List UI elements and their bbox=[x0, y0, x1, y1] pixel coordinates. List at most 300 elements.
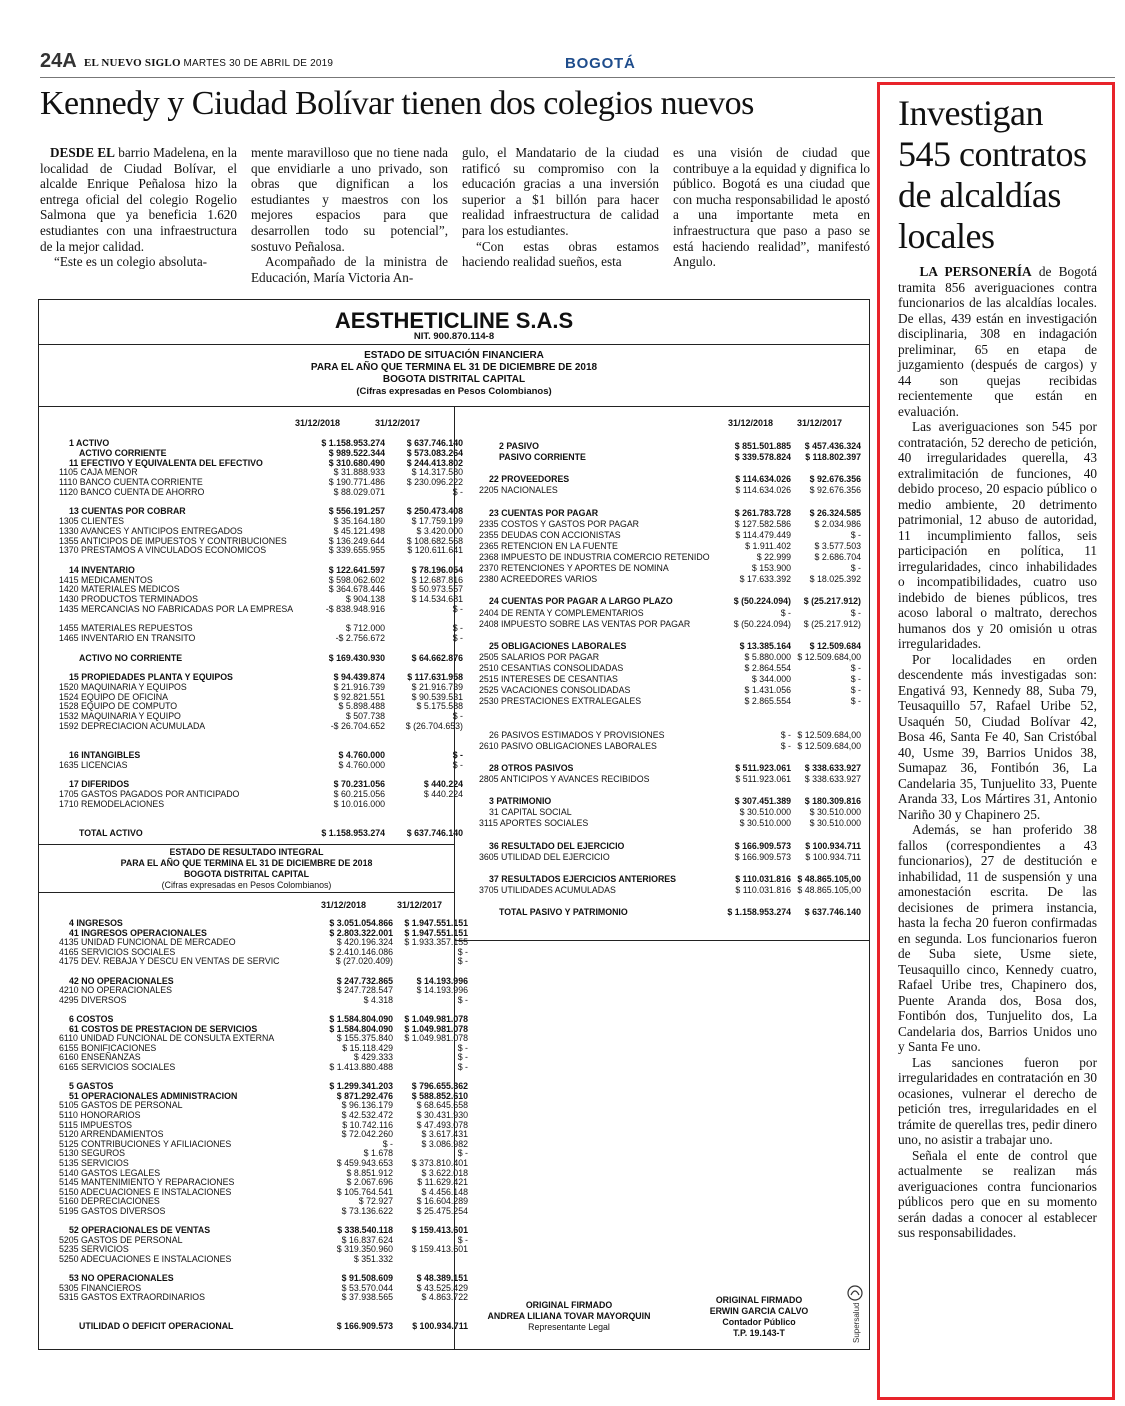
table-row bbox=[479, 774, 861, 785]
value-2018: -$ 26.704.652 bbox=[330, 720, 385, 731]
value-2018: $ 2.410.146.086 bbox=[329, 946, 393, 957]
account-label: 5150 ADECUACIONES E INSTALACIONES bbox=[59, 1186, 232, 1197]
value-2018: $ 307.451.389 bbox=[734, 796, 791, 807]
value-2018: $ 871.292.476 bbox=[336, 1090, 393, 1101]
table-row bbox=[479, 608, 861, 619]
value-2018: $ 344.000 bbox=[751, 674, 791, 685]
account-label: 4210 NO OPERACIONALES bbox=[59, 985, 172, 996]
account-label: 1330 AVANCES Y ANTICIPOS ENTREGADOS bbox=[59, 525, 243, 536]
table-row bbox=[59, 497, 463, 507]
table-row bbox=[59, 1168, 468, 1178]
value-2017: $ 2.034.986 bbox=[814, 518, 861, 529]
table-row bbox=[59, 1254, 468, 1264]
value-2018: $ 73.136.622 bbox=[341, 1206, 393, 1216]
supersalud-logo-icon bbox=[844, 1285, 866, 1345]
table-row bbox=[479, 585, 861, 596]
account-label: 53 NO OPERACIONALES bbox=[69, 1273, 174, 1284]
account-label: 36 RESULTADO DEL EJERCICIO bbox=[489, 840, 625, 851]
value-2018: $ 70.231.056 bbox=[333, 779, 385, 790]
section-title: BOGOTÁ bbox=[565, 55, 636, 72]
sidebar-paragraph: Las averiguaciones son 545 por contratación, 52 derecho de petición, 40 irregularidades querella, 43 extralimitación de funciones, 40 debido proceso, 20 espacio público o medio ambiente, 20 detrimento patrimonial, 12 abuso de autoridad, 11 incumplimiento fallos, seis participación en política, 11 irregularidades, cinco inhabilidades o incompatibilidades, cuatro uso indebido de bienes públicos, tres acoso laboral o maltrato, derechos humanos dos y 20 omisión u otras irregularidades. bbox=[898, 419, 1097, 651]
divider bbox=[39, 892, 454, 893]
table-row bbox=[59, 750, 463, 760]
value-2018: $ - bbox=[780, 740, 791, 751]
account-label: 1705 GASTOS PAGADOS POR ANTICIPADO bbox=[59, 789, 240, 799]
value-2017: $ 338.633.927 bbox=[804, 774, 861, 784]
table-row bbox=[479, 896, 861, 907]
value-2018: $ 127.582.586 bbox=[734, 518, 791, 529]
table-row bbox=[59, 604, 463, 614]
table-row bbox=[59, 682, 463, 692]
table-row bbox=[59, 956, 468, 966]
table-row bbox=[59, 672, 463, 682]
sidebar-paragraph: Además, se han proferido 38 fallos (correspondientes a 43 funcionarios), 27 de destitución e inhabilidad, 11 de suspensión y una amonestación escrita. De las decisiones de primera instancia, hasta la fecha 20 fueron confirmadas en segunda. Los funcionarios fueron de Suba siete, Usme siete, Teusaquillo cinco, Kennedy cuatro, Rafael Uribe tres, Chapinero dos, Puente Aranda dos, Bosa dos, Fontibón dos, Tunjuelito dos, La Candelaria dos, Barrios Unidos uno y Santa Fe uno. bbox=[898, 822, 1097, 1054]
sidebar-paragraph: Señala el ente de control que actualmente se realizan más averiguaciones contra funcionarios públicos pero que en su momento serán dadas a conocer al establecer sus responsabilidades. bbox=[898, 1147, 1097, 1240]
value-2018: $ 261.783.728 bbox=[734, 507, 791, 518]
table-row bbox=[479, 752, 861, 763]
value-2018: $ 114.479.449 bbox=[735, 529, 791, 540]
table-row bbox=[59, 1072, 468, 1082]
value-2017: $ - bbox=[457, 1062, 468, 1072]
value-2017: $ 14.317.580 bbox=[411, 467, 463, 478]
value-2017: $ 1.947.551.151 bbox=[404, 918, 468, 928]
value-2018: $ 904.138 bbox=[345, 594, 385, 604]
value-2017: $ 244.413.802 bbox=[406, 457, 463, 468]
account-label: 24 CUENTAS POR PAGAR A LARGO PLAZO bbox=[489, 596, 673, 607]
value-2018: $ 1.584.804.090 bbox=[329, 1014, 393, 1024]
account-label: 15 PROPIEDADES PLANTA Y EQUIPOS bbox=[69, 672, 233, 682]
table-row bbox=[479, 685, 861, 696]
sidebar-body bbox=[898, 264, 1097, 1241]
col-header-2018: 31/12/2018 bbox=[295, 418, 341, 428]
value-2017: $ 5.175.588 bbox=[416, 701, 463, 712]
table-row bbox=[59, 937, 468, 947]
value-2017: $ 573.083.264 bbox=[406, 447, 463, 458]
value-2018: $ 72.042.260 bbox=[341, 1129, 393, 1140]
account-label: 1305 CLIENTES bbox=[59, 516, 125, 526]
publication-date: MARTES 30 DE ABRIL DE 2019 bbox=[183, 58, 334, 69]
value-2018: $ 247.732.865 bbox=[336, 975, 393, 986]
account-label: 2610 PASIVO OBLIGACIONES LABORALES bbox=[479, 740, 657, 751]
account-label: 1520 MAQUINARIA Y EQUIPOS bbox=[59, 681, 187, 692]
value-2018: $ 507.738 bbox=[345, 711, 385, 721]
value-2018: $ 60.215.056 bbox=[333, 789, 385, 799]
table-row bbox=[479, 541, 861, 552]
value-2017: $ 108.682.568 bbox=[406, 535, 463, 546]
value-2018: $ 15.118.429 bbox=[342, 1042, 393, 1053]
table-row bbox=[59, 818, 463, 828]
article-column-4 bbox=[673, 145, 870, 285]
value-2017: $ 230.096.222 bbox=[406, 477, 463, 487]
value-2018: $ 2.067.696 bbox=[346, 1177, 393, 1188]
account-label: 1105 CAJA MENOR bbox=[59, 467, 138, 478]
value-2017: $ - bbox=[457, 956, 468, 967]
account-label: 5130 SEGUROS bbox=[59, 1148, 126, 1159]
table-row bbox=[479, 463, 861, 474]
table-row bbox=[59, 1177, 468, 1187]
value-2018: $ 2.865.554 bbox=[744, 696, 791, 707]
value-2018: $ (50.224.094) bbox=[733, 618, 791, 629]
article-paragraph: “Este es un colegio absoluta- bbox=[54, 254, 208, 270]
value-2017: $ 92.676.356 bbox=[809, 485, 861, 496]
table-row bbox=[59, 1139, 468, 1149]
value-2017: $ 1.049.981.078 bbox=[404, 1033, 468, 1044]
page-header bbox=[40, 50, 1115, 78]
table-row bbox=[59, 1052, 468, 1062]
account-label: 5105 GASTOS DE PERSONAL bbox=[59, 1100, 183, 1111]
value-2017: $ 1.947.551.151 bbox=[404, 927, 468, 938]
table-row bbox=[59, 918, 468, 928]
table-row bbox=[479, 663, 861, 674]
value-2017: $ - bbox=[452, 623, 463, 634]
value-2017: $ 11.629.421 bbox=[417, 1177, 468, 1188]
table-row bbox=[59, 1283, 468, 1293]
table-row bbox=[59, 633, 463, 643]
account-label: 1110 BANCO CUENTA CORRIENTE bbox=[59, 477, 203, 487]
table-row bbox=[59, 779, 463, 789]
value-2017: $ - bbox=[850, 685, 861, 696]
value-2017: $ 4.456.148 bbox=[421, 1186, 468, 1197]
value-2018: $ 556.191.257 bbox=[328, 506, 385, 517]
table-row bbox=[59, 1033, 468, 1043]
account-label: 13 CUENTAS POR COBRAR bbox=[69, 506, 186, 517]
value-2017: $ 637.746.140 bbox=[406, 438, 463, 448]
account-label: 2355 DEUDAS CON ACCIONISTAS bbox=[479, 529, 621, 540]
col-header-2017: 31/12/2017 bbox=[797, 418, 843, 428]
value-2017: $ 92.676.356 bbox=[809, 474, 861, 485]
value-2017: $ 78.196.054 bbox=[411, 564, 463, 575]
table-row bbox=[479, 841, 861, 852]
table-row bbox=[479, 807, 861, 818]
article-paragraph: DESDE EL barrio Madelena, en la localidad de Ciudad Bolívar, el alcalde Enrique Peñalosa hizo la entrega oficial del colegio Rogelio Salmona que ya beneficia 1.620 estudiantes con una infraestructura de la mejor calidad. bbox=[40, 145, 238, 254]
table-row bbox=[59, 1100, 468, 1110]
account-label: 1 ACTIVO bbox=[69, 438, 110, 448]
account-label: 5135 SERVICIOS bbox=[59, 1158, 129, 1168]
value-2018: $ 3.051.054.866 bbox=[329, 918, 393, 928]
value-2017: $ 17.759.199 bbox=[411, 516, 463, 526]
table-row bbox=[59, 1158, 468, 1168]
table-row bbox=[479, 574, 861, 585]
table-row bbox=[59, 506, 463, 516]
account-label: 4175 DEV. REBAJA Y DESCU EN VENTAS DE SERVIC bbox=[59, 956, 280, 967]
financial-statement-ad bbox=[38, 299, 870, 1350]
account-label: 2525 VACACIONES CONSOLIDADAS bbox=[479, 685, 631, 696]
account-label: 4135 UNIDAD FUNCIONAL DE MERCADEO bbox=[59, 937, 236, 948]
sidebar-paragraph: Por localidades en orden descendente más investigadas son: Engativá 93, Kennedy 88, Suba 79, Teusaquillo 57, Rafael Uribe 52, Usaquén 50, Ciudad Bolívar 42, Bosa 46, Santa Fe 40, San Cristóbal 40, Usme 39, Barrios Unidos 38, Sumapaz 36, Fontibón 36, La Candelaria 35, Tunjuelito 33, Puente Aranda 33, Los Mártires 31, Antonio Nariño 30 y Chapinero 25. bbox=[898, 651, 1097, 822]
value-2018: $ 339.578.824 bbox=[734, 452, 791, 463]
value-2018: $ 136.249.644 bbox=[328, 535, 385, 546]
table-row bbox=[59, 643, 463, 653]
table-row bbox=[59, 809, 463, 819]
sidebar-paragraph: LA PERSONERÍA de Bogotá tramita 856 averiguaciones contra funcionarios de las alcaldías locales. De ellas, 439 están en investigación disciplinaria, 308 en indagación preliminar, 65 en etapa de juzgamiento (después de cargos) y 44 son quejas recibidas recientemente que están en evaluación. bbox=[898, 264, 1097, 419]
table-row bbox=[59, 1273, 468, 1283]
account-label: 28 OTROS PASIVOS bbox=[489, 762, 574, 773]
value-2017: $ 1.049.981.078 bbox=[404, 1023, 468, 1034]
value-2018: $ 1.413.880.488 bbox=[329, 1062, 393, 1072]
account-label: 1430 PRODUCTOS TERMINADOS bbox=[59, 594, 198, 604]
value-2018: $ 1.158.953.274 bbox=[321, 828, 385, 838]
table-row bbox=[59, 1187, 468, 1197]
table-row bbox=[479, 874, 861, 885]
value-2018: $ 17.633.392 bbox=[739, 574, 791, 585]
account-label: 2510 CESANTIAS CONSOLIDADAS bbox=[479, 663, 624, 673]
table-row bbox=[479, 652, 861, 663]
article-headline: Kennedy y Ciudad Bolívar tienen dos colegios nuevos bbox=[40, 85, 754, 122]
value-2017: $ 21.916.739 bbox=[411, 681, 463, 692]
account-label: 1355 ANTICIPOS DE IMPUESTOS Y CONTRIBUCIONES bbox=[59, 535, 287, 546]
article-column-3 bbox=[462, 145, 659, 285]
table-row bbox=[59, 594, 463, 604]
table-row bbox=[59, 526, 463, 536]
article-paragraph: mente maravilloso que no tiene nada que envidiarle a uno privado, son obras que dignifican a los estudiantes y maestros con los mejores espacios para que desarrollen todo su potencial”, sostuvo Peñalosa. bbox=[251, 145, 448, 254]
value-2018: $ 190.771.486 bbox=[328, 477, 385, 487]
account-label: 2404 DE RENTA Y COMPLEMENTARIOS bbox=[479, 607, 644, 618]
account-label: UTILIDAD O DEFICIT OPERACIONAL bbox=[79, 1321, 234, 1332]
value-2017: $ 25.475.254 bbox=[416, 1206, 468, 1216]
table-row bbox=[59, 1264, 468, 1274]
value-2018: $ 1.678 bbox=[363, 1148, 393, 1159]
value-2018: $ 35.164.180 bbox=[333, 516, 385, 526]
account-label: 1420 MATERIALES MEDICOS bbox=[59, 584, 180, 595]
value-2017: $ 47.493.078 bbox=[416, 1119, 468, 1130]
value-2017: $ 12.509.684,00 bbox=[797, 740, 861, 751]
account-label: 26 PASIVOS ESTIMADOS Y PROVISIONES bbox=[489, 729, 665, 740]
account-label: 1120 BANCO CUENTA DE AHORRO bbox=[59, 486, 205, 497]
table-row bbox=[479, 863, 861, 874]
value-2017: $ 250.473.408 bbox=[406, 506, 463, 517]
value-2018: $ 989.522.344 bbox=[328, 447, 385, 458]
table-row bbox=[59, 799, 463, 809]
value-2017: $ 100.934.711 bbox=[805, 851, 861, 862]
value-2018: $ 166.909.573 bbox=[734, 851, 791, 862]
account-label: 6160 ENSEÑANZAS bbox=[59, 1052, 141, 1063]
value-2017: $ 68.645.658 bbox=[416, 1100, 468, 1111]
value-2018: $ 4.760.000 bbox=[338, 759, 385, 770]
publication-line bbox=[84, 57, 333, 69]
account-label: 5195 GASTOS DIVERSOS bbox=[59, 1206, 166, 1216]
table-row bbox=[479, 563, 861, 574]
value-2017: $ 50.973.557 bbox=[411, 584, 463, 595]
value-2017: $ - bbox=[850, 529, 861, 540]
value-2017: $ 30.431.930 bbox=[416, 1110, 468, 1120]
account-label: 2408 IMPUESTO SOBRE LAS VENTAS POR PAGAR bbox=[479, 618, 691, 629]
table-row bbox=[479, 519, 861, 530]
value-2018: $ 712.000 bbox=[345, 623, 385, 634]
table-row bbox=[59, 1302, 468, 1312]
table-row bbox=[479, 497, 861, 508]
table-row bbox=[59, 1024, 468, 1034]
value-2017: $ 90.539.531 bbox=[411, 691, 463, 702]
value-2017: $ - bbox=[452, 603, 463, 614]
divider bbox=[455, 940, 869, 941]
table-row bbox=[479, 852, 861, 863]
account-label: 6165 SERVICIOS SOCIALES bbox=[59, 1062, 176, 1072]
value-2017: $ 64.662.876 bbox=[411, 652, 463, 663]
table-row bbox=[59, 740, 463, 750]
account-label: 1710 REMODELACIONES bbox=[59, 798, 165, 809]
value-2018: $ 247.728.547 bbox=[336, 985, 393, 996]
value-2017: $ 12.509.684,00 bbox=[797, 729, 861, 740]
table-row bbox=[59, 760, 463, 770]
col-header-2017: 31/12/2017 bbox=[375, 418, 421, 428]
value-2018: $ 1.158.953.274 bbox=[321, 438, 385, 448]
value-2017: $ - bbox=[457, 1042, 468, 1053]
value-2017: $ - bbox=[457, 1052, 468, 1063]
table-row bbox=[59, 1235, 468, 1245]
value-2017: $ - bbox=[452, 759, 463, 770]
value-2017: $ 3.577.503 bbox=[814, 540, 861, 551]
account-label: 2205 NACIONALES bbox=[479, 485, 558, 496]
account-label: 5305 FINANCIEROS bbox=[59, 1282, 142, 1293]
table-row bbox=[59, 966, 468, 976]
account-label: TOTAL ACTIVO bbox=[79, 828, 143, 838]
value-2018: $ 364.678.446 bbox=[328, 584, 385, 595]
value-2018: $ 22.999 bbox=[756, 552, 791, 562]
account-label: 1415 MEDICAMENTOS bbox=[59, 574, 153, 585]
value-2018: -$ 2.756.672 bbox=[335, 633, 385, 643]
legal-rep-signature: ORIGINAL FIRMADO ANDREA LILIANA TOVAR MAYORQUIN Representante Legal bbox=[487, 1300, 651, 1332]
value-2017: $ 16.604.289 bbox=[416, 1196, 468, 1207]
account-label: 2515 INTERESES DE CESANTIAS bbox=[479, 674, 618, 685]
value-2018: $ 10.016.000 bbox=[333, 798, 385, 809]
value-2017: $ 26.324.585 bbox=[809, 507, 861, 518]
account-label: 22 PROVEEDORES bbox=[489, 474, 570, 485]
page-number: 24A bbox=[40, 50, 77, 72]
table-row bbox=[59, 1206, 468, 1216]
table-row bbox=[59, 770, 463, 780]
value-2018: $ 13.385.164 bbox=[739, 640, 791, 651]
value-2017: $ - bbox=[452, 711, 463, 721]
table-row bbox=[479, 530, 861, 541]
value-2018: $ 2.864.554 bbox=[744, 663, 791, 673]
account-label: 1370 PRESTAMOS A VINCULADOS ECONOMICOS bbox=[59, 545, 267, 556]
account-label: 5205 GASTOS DE PERSONAL bbox=[59, 1234, 183, 1245]
value-2018: $ 459.943.653 bbox=[336, 1158, 393, 1168]
account-label: 2368 IMPUESTO DE INDUSTRIA COMERCIO RETENIDO bbox=[479, 552, 710, 562]
value-2018: $ 45.121.498 bbox=[333, 525, 385, 536]
account-label: 5315 GASTOS EXTRAORDINARIOS bbox=[59, 1292, 206, 1303]
table-row bbox=[59, 1062, 468, 1072]
table-row bbox=[479, 441, 861, 452]
table-row bbox=[59, 828, 463, 838]
account-label: 5140 GASTOS LEGALES bbox=[59, 1167, 161, 1178]
value-2018: $ 339.655.955 bbox=[328, 545, 385, 556]
accountant-signature: ORIGINAL FIRMADO ERWIN GARCIA CALVO Contador Público T.P. 19.143-T bbox=[709, 1295, 809, 1338]
account-label: 1465 INVENTARIO EN TRANSITO bbox=[59, 633, 196, 643]
col-header-2017: 31/12/2017 bbox=[397, 900, 443, 910]
value-2017: $ (26.704.653) bbox=[405, 720, 463, 731]
value-2018: $ - bbox=[780, 729, 791, 740]
table-row bbox=[59, 487, 463, 497]
table-row bbox=[59, 789, 463, 799]
value-2017: $ 117.631.958 bbox=[407, 672, 463, 682]
article-column-2 bbox=[251, 145, 448, 285]
value-2018: $ 96.136.179 bbox=[341, 1100, 393, 1111]
account-label: 2365 RETENCION EN LA FUENTE bbox=[479, 540, 618, 551]
value-2017: $ 3.622.018 bbox=[421, 1167, 468, 1178]
table-row bbox=[59, 477, 463, 487]
table-row bbox=[59, 614, 463, 624]
value-2017: $ 120.611.641 bbox=[407, 545, 463, 556]
value-2018: $ 30.510.000 bbox=[739, 807, 791, 818]
value-2018: $ 91.508.609 bbox=[341, 1273, 393, 1284]
table-row bbox=[59, 545, 463, 555]
table-row bbox=[59, 1148, 468, 1158]
supersalud-logo bbox=[844, 1285, 866, 1345]
value-2018: $ - bbox=[780, 607, 791, 618]
value-2017: $ 43.525.429 bbox=[416, 1282, 468, 1293]
value-2017: $ - bbox=[457, 946, 468, 957]
account-label: 1524 EQUIPO DE OFICINA bbox=[59, 691, 169, 702]
value-2018: $ 122.641.597 bbox=[328, 564, 385, 575]
table-row bbox=[59, 555, 463, 565]
value-2018: $ 110.031.816 bbox=[735, 873, 791, 884]
account-label: 2380 ACREEDORES VARIOS bbox=[479, 574, 598, 585]
sidebar-article bbox=[877, 82, 1115, 1400]
value-2018: $ 5.880.000 bbox=[744, 651, 791, 662]
value-2017: $ - bbox=[457, 1148, 468, 1159]
value-2018: $ 4.760.000 bbox=[338, 750, 385, 760]
account-label: 23 CUENTAS POR PAGAR bbox=[489, 507, 599, 518]
value-2018: $ 166.909.573 bbox=[734, 840, 791, 851]
value-2018: $ 155.375.840 bbox=[336, 1033, 393, 1044]
article-body bbox=[40, 145, 870, 285]
value-2017: $ 796.655.362 bbox=[411, 1081, 468, 1092]
account-label: 2530 PRESTACIONES EXTRALEGALES bbox=[479, 696, 642, 707]
account-label: 14 INVENTARIO bbox=[69, 564, 135, 575]
value-2018: $ 511.923.061 bbox=[735, 762, 791, 773]
value-2017: $ 12.687.816 bbox=[411, 574, 463, 585]
account-label: 5 GASTOS bbox=[69, 1081, 114, 1092]
value-2017: $ 637.746.140 bbox=[406, 828, 463, 838]
table-row bbox=[59, 1196, 468, 1206]
table-row bbox=[59, 448, 463, 458]
value-2018: $ 94.439.874 bbox=[333, 672, 385, 682]
sidebar-paragraph: Las sanciones fueron por irregularidades en contratación en 30 ocasiones, vulnerar el derecho de petición tres, irregularidades en el trámite de querellas tres, pedir dinero uno, no asistir a trabajar uno. bbox=[898, 1054, 1097, 1147]
account-label: PASIVO CORRIENTE bbox=[499, 452, 586, 463]
value-2017: $ 1.933.357.155 bbox=[404, 937, 468, 948]
value-2017: $ - bbox=[850, 663, 861, 673]
table-row bbox=[59, 711, 463, 721]
table-row bbox=[479, 452, 861, 463]
table-row bbox=[479, 696, 861, 707]
value-2017: $ 457.436.324 bbox=[804, 441, 861, 451]
article-paragraph: gulo, el Mandatario de la ciudad ratificó su compromiso con la educación gracias a una inversión superior a $1 billón para hacer realidad infraestructura de calidad para los estudiantes. bbox=[462, 145, 659, 238]
account-label: 5120 ARRENDAMIENTOS bbox=[59, 1129, 164, 1140]
account-label: 5115 IMPUESTOS bbox=[59, 1119, 133, 1130]
value-2018: $ 5.898.488 bbox=[338, 701, 385, 712]
table-row bbox=[59, 536, 463, 546]
value-2018: $ - bbox=[382, 1138, 393, 1149]
value-2018: -$ 838.948.916 bbox=[325, 603, 385, 614]
table-row bbox=[59, 1321, 468, 1331]
value-2017: $ 588.852.610 bbox=[411, 1090, 468, 1101]
table-row bbox=[59, 721, 463, 731]
account-label: 5145 MANTENIMIENTO Y REPARACIONES bbox=[59, 1177, 235, 1188]
value-2017: $ 100.934.711 bbox=[412, 1321, 468, 1332]
account-label: 3705 UTILIDADES ACUMULADAS bbox=[479, 885, 616, 895]
table-row bbox=[59, 1244, 468, 1254]
account-label: 5235 SERVICIOS bbox=[59, 1244, 129, 1255]
value-2018: $ 153.900 bbox=[751, 563, 791, 574]
table-row bbox=[59, 731, 463, 741]
value-2017: $ - bbox=[850, 607, 861, 618]
account-label: 16 INTANGIBLES bbox=[69, 750, 141, 760]
value-2017: $ - bbox=[452, 486, 463, 497]
value-2018: $ 2.803.322.001 bbox=[329, 927, 393, 938]
account-label: 61 COSTOS DE PRESTACION DE SERVICIOS bbox=[69, 1023, 258, 1034]
account-label: 42 NO OPERACIONALES bbox=[69, 975, 174, 986]
